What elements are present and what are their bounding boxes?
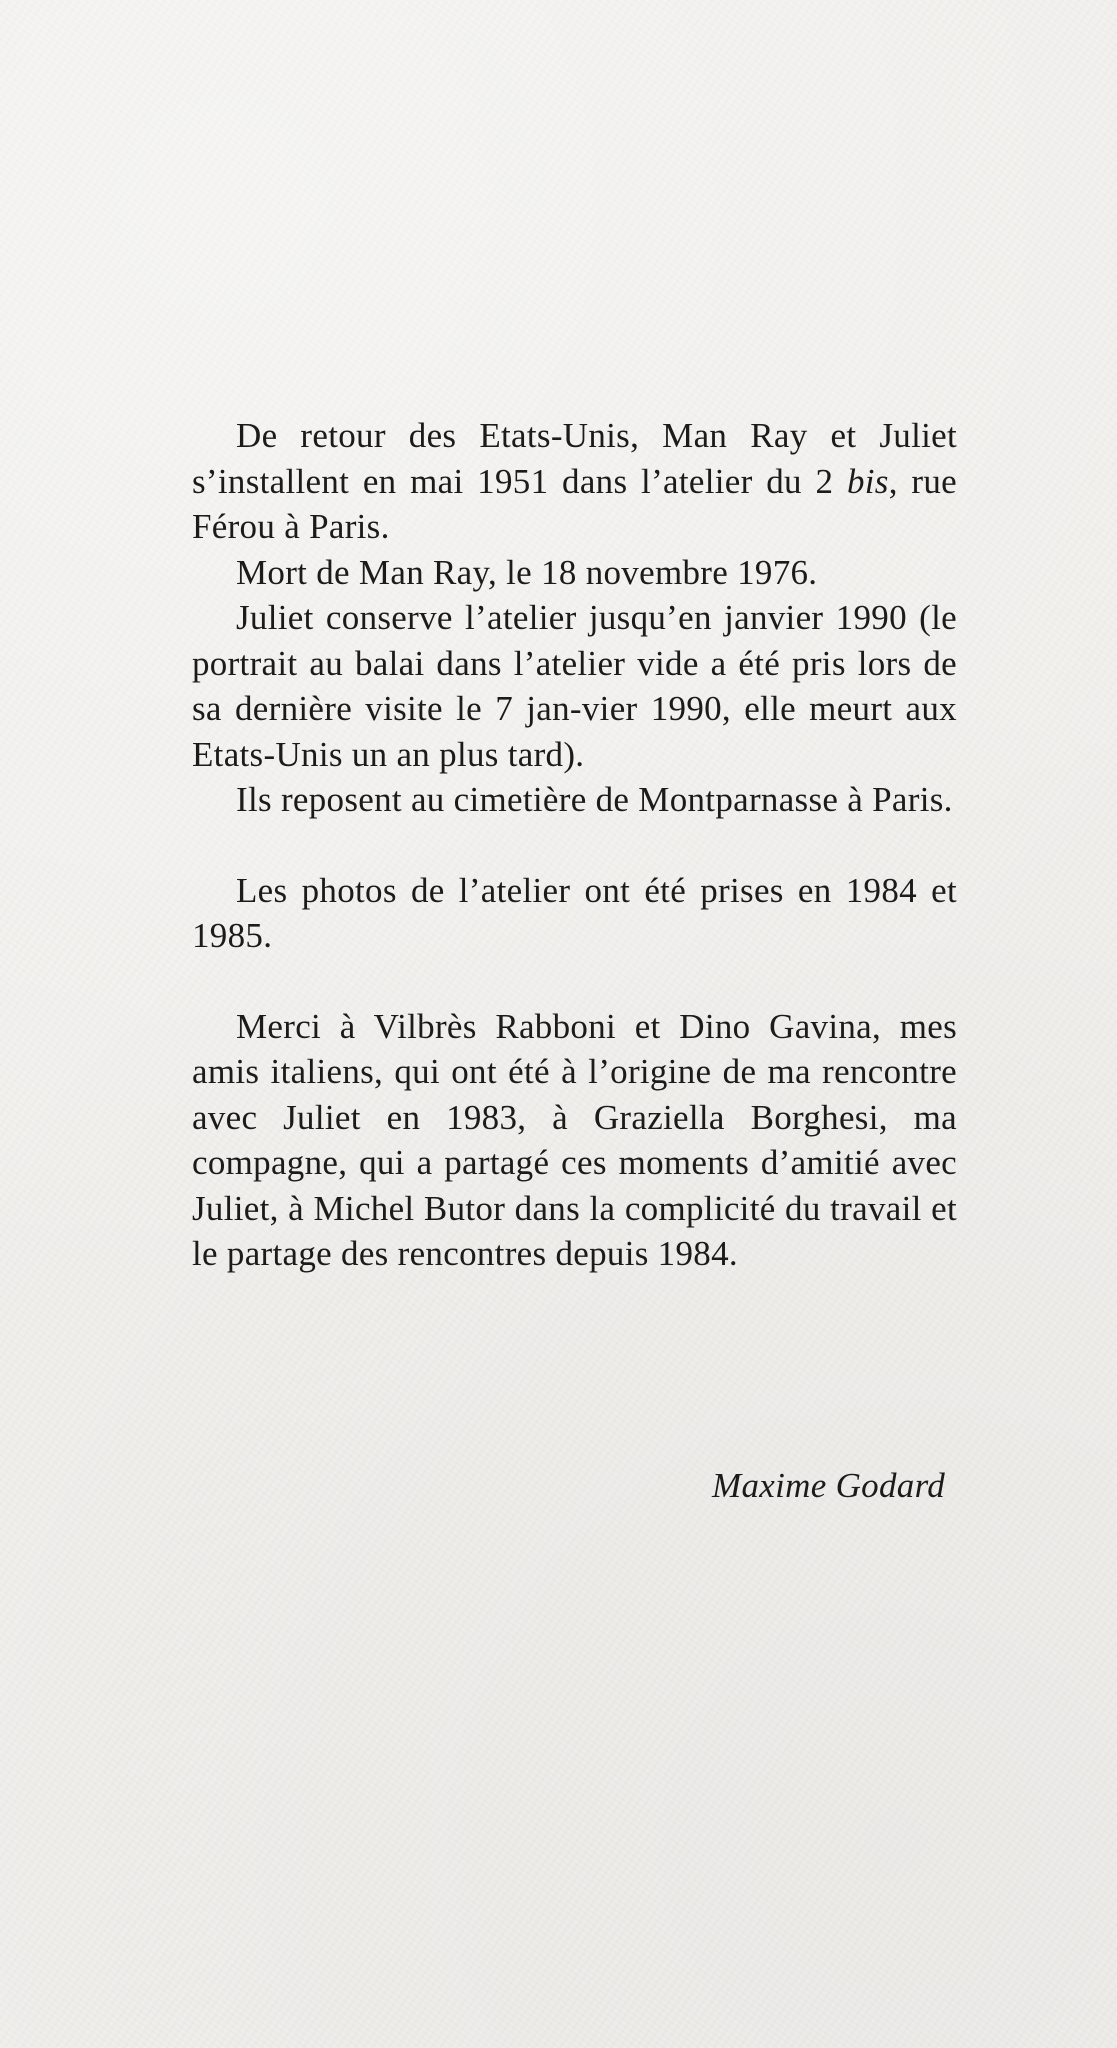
paragraph-acknowledgements: Merci à Vilbrès Rabboni et Dino Gavina, mes amis italiens, qui ont été à l’origine de ma rencontre avec Juliet en 1983, à Graziella Borghesi, ma compagne, qui a partagé ces moments d’amitié avec Juliet, à Michel Butor dans la complicité du travail et le partage des rencontres depuis 1984. (192, 1006, 957, 1273)
paragraph-juliet-studio: Juliet conserve l’atelier jusqu’en janvier 1990 (le portrait au balai dans l’atelier vide a été pris lors de sa dernière visite le 7 jan-vier 1990, elle meurt aux Etats-Unis un an plus tard). (192, 598, 957, 774)
paragraph-resting-place: Ils reposent au cimetière de Montparnasse à Paris. (236, 780, 953, 819)
author-signature: Maxime Godard (712, 1466, 945, 1505)
paragraph-1-italic: bis (846, 461, 889, 501)
paragraph-death-man-ray: Mort de Man Ray, le 18 novembre 1976. (236, 552, 818, 592)
paragraph-photo-dates: Les photos de l’atelier ont été prises en 1984 et 1985. (192, 870, 957, 955)
text-block (192, 413, 957, 1277)
paragraph-1-text-end: , rue Férou à Paris. (192, 461, 957, 546)
paragraph-return-to-paris (192, 413, 957, 550)
paragraph-1-text: De retour des Etats-Unis, Man Ray et Juliet s’installent en mai 1951 dans l’atelier du 2 (192, 416, 957, 501)
